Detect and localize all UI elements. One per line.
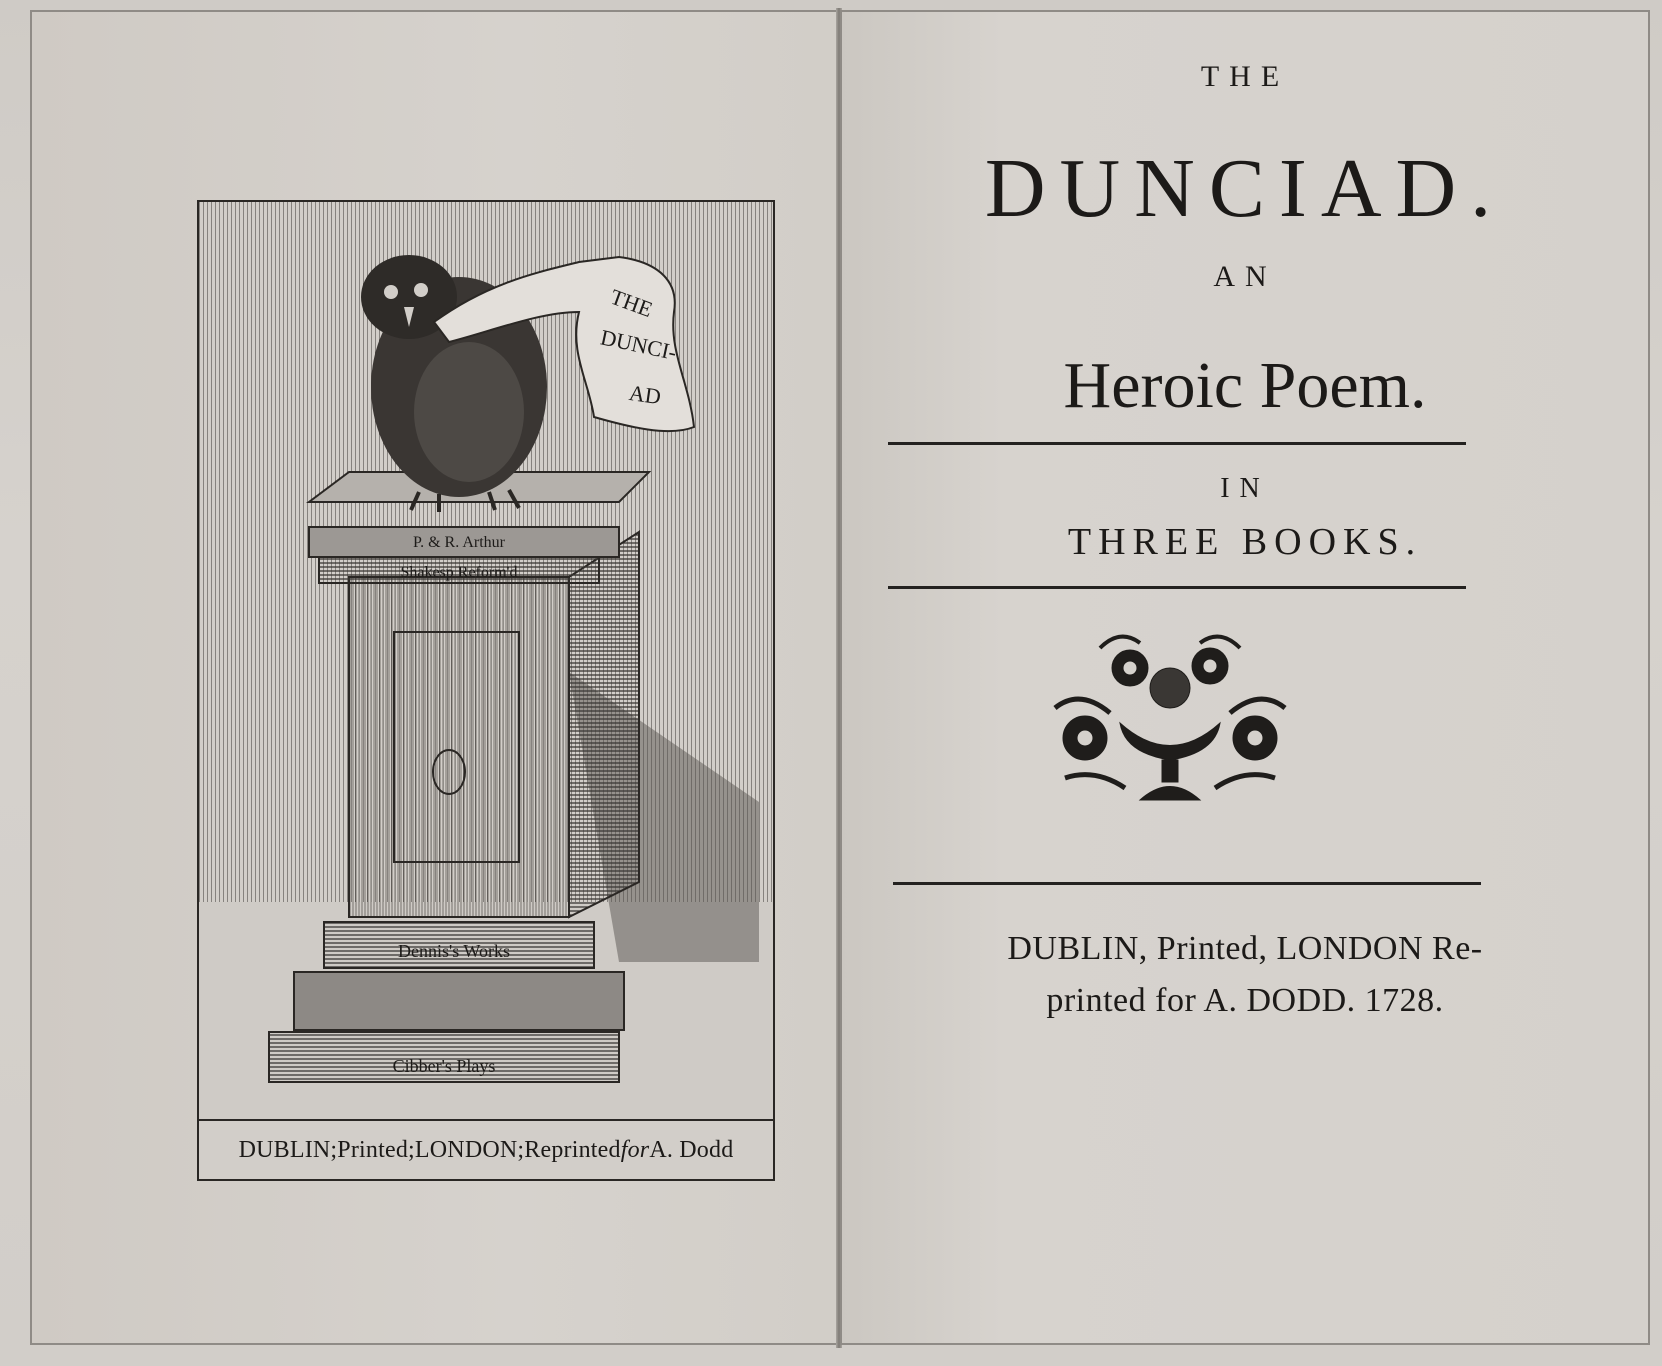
imprint-prefix: DUBLIN;Printed;LONDON;Reprinted (238, 1136, 621, 1163)
title-the: THE (1200, 60, 1290, 93)
owl-on-pedestal-illustration (199, 202, 773, 1119)
pedestal-front (349, 577, 569, 917)
spine-label-dennis: Dennis's Works (398, 941, 510, 961)
imprint-for: for (620, 1136, 650, 1163)
title-rule-bottom (893, 882, 1481, 885)
flower-vase-ornament-icon (1040, 628, 1300, 828)
title-rule-top (888, 442, 1466, 445)
title-heroic-poem: Heroic Poem. (1063, 349, 1427, 422)
book-stack-middle (294, 972, 624, 1030)
title-in: IN (1220, 473, 1270, 504)
scroll-line-2: DUNCI- (598, 324, 679, 365)
frontispiece-page (30, 10, 838, 1345)
spine-label-shakesp: Shakesp Reform'd (400, 564, 518, 581)
frontispiece-engraving (197, 200, 775, 1181)
title-imprint-line-2: printed for A. DODD. 1728. (1046, 982, 1444, 1019)
spine-label-arthur: P. & R. Arthur (412, 534, 506, 551)
scroll-line-1: THE (607, 283, 656, 323)
title-page (840, 10, 1650, 1345)
title-dunciad: DUNCIAD. (984, 142, 1506, 235)
title-rule-middle (888, 586, 1466, 589)
frontispiece-imprint (199, 1119, 773, 1179)
imprint-suffix: A. Dodd (649, 1136, 734, 1163)
spine-label-cibber: Cibber's Plays (392, 1056, 496, 1076)
scroll-line-3: AD (627, 379, 663, 410)
title-three-books: THREE BOOKS. (1067, 521, 1423, 563)
pedestal-side (569, 532, 639, 917)
title-an: AN (1213, 260, 1277, 293)
title-imprint-line-1: DUBLIN, Printed, LONDON Re- (1007, 930, 1483, 967)
